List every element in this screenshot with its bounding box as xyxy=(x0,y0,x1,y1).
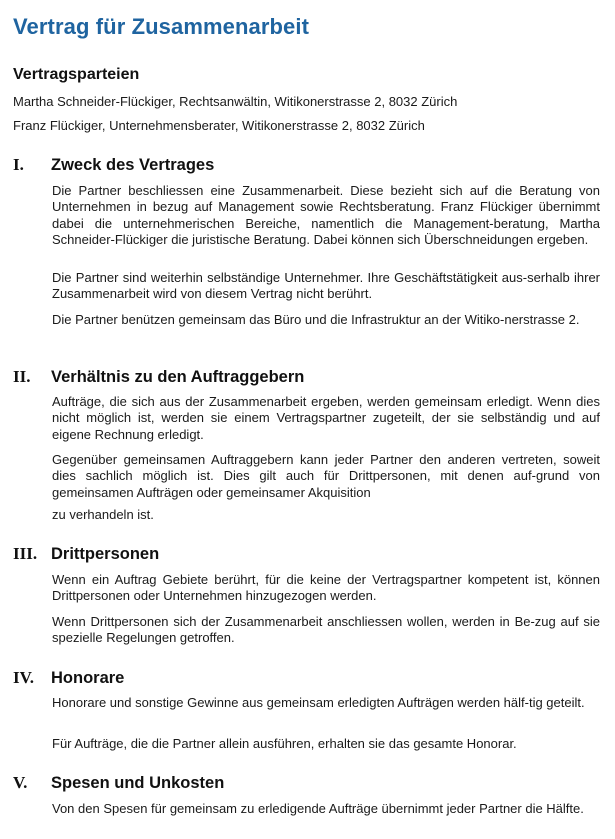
section-paragraph: Die Partner sind weiterhin selbständige Unternehmer. Ihre Geschäftstätigkeit aus-serhalb ihrer Zusammenarbeit wird von diesem Vertrag nicht berührt. xyxy=(52,270,600,302)
section-paragraph: Wenn ein Auftrag Gebiete berührt, für die keine der Vertragspartner kompetent ist, können Drittpersonen oder Unternehmen hinzugezogen werden. xyxy=(52,572,600,604)
section-title: Honorare xyxy=(51,669,125,687)
section-heading xyxy=(13,773,224,793)
section-title: Spesen und Unkosten xyxy=(51,774,225,792)
party-line: Franz Flückiger, Unternehmensberater, Witikonerstrasse 2, 8032 Zürich xyxy=(13,118,425,133)
section-paragraph: Die Partner benützen gemeinsam das Büro und die Infrastruktur an der Witiko-nerstrasse 2. xyxy=(52,312,580,327)
section-paragraph: Die Partner beschliessen eine Zusammenarbeit. Diese bezieht sich auf die Beratung von Unternehmen in bezug auf Management sowie Rechtsberatung. Franz Flückiger übernimmt dabei die unternehmerischen Bereiche, namentlich die Management-beratung, Martha Schneider-Flückiger die juristische Beratung. Dabei können sich Überschneidungen ergeben. xyxy=(52,183,600,248)
section-number: IV. xyxy=(13,668,34,687)
section-number: I. xyxy=(13,155,24,174)
section-paragraph: Für Aufträge, die die Partner allein ausführen, erhalten sie das gesamte Honorar. xyxy=(52,736,517,751)
section-paragraph: Wenn Drittpersonen sich der Zusammenarbeit anschliessen wollen, werden in Be-zug auf sie spezielle Regelungen getroffen. xyxy=(52,614,600,646)
section-heading xyxy=(13,367,304,387)
section-number: II. xyxy=(13,367,31,386)
section-heading xyxy=(13,668,124,688)
party-line: Martha Schneider-Flückiger, Rechtsanwältin, Witikonerstrasse 2, 8032 Zürich xyxy=(13,94,458,109)
section-title: Verhältnis zu den Auftraggebern xyxy=(51,368,305,386)
section-title: Drittpersonen xyxy=(51,545,160,563)
section-paragraph: Honorare und sonstige Gewinne aus gemeinsam erledigten Aufträgen werden hälf-tig geteilt. xyxy=(52,695,585,710)
section-paragraph: zu verhandeln ist. xyxy=(52,507,154,522)
section-heading xyxy=(13,544,159,564)
section-number: V. xyxy=(13,773,28,792)
section-paragraph: Aufträge, die sich aus der Zusammenarbeit ergeben, werden gemeinsam erledigt. Wenn dies nicht möglich ist, werden sie einem Vertragspartner zugeteilt, der sie selbständig und auf eigene Rechnung erledigt. xyxy=(52,394,600,442)
section-paragraph: Von den Spesen für gemeinsam zu erledigende Aufträge übernimmt jeder Partner die Hälfte. xyxy=(52,801,584,816)
section-title: Zweck des Vertrages xyxy=(51,156,215,174)
section-number: III. xyxy=(13,544,38,563)
section-paragraph: Gegenüber gemeinsamen Auftraggebern kann jeder Partner den anderen vertreten, soweit dies sachlich möglich ist. Dies gilt auch für Drittpersonen, mit denen auf-grund von gemeinsamen Aufträgen oder gemeinsamer Akquisition xyxy=(52,452,600,500)
section-heading xyxy=(13,155,214,175)
document-title: Vertrag für Zusammenarbeit xyxy=(13,14,310,39)
parties-heading: Vertragsparteien xyxy=(13,66,140,83)
